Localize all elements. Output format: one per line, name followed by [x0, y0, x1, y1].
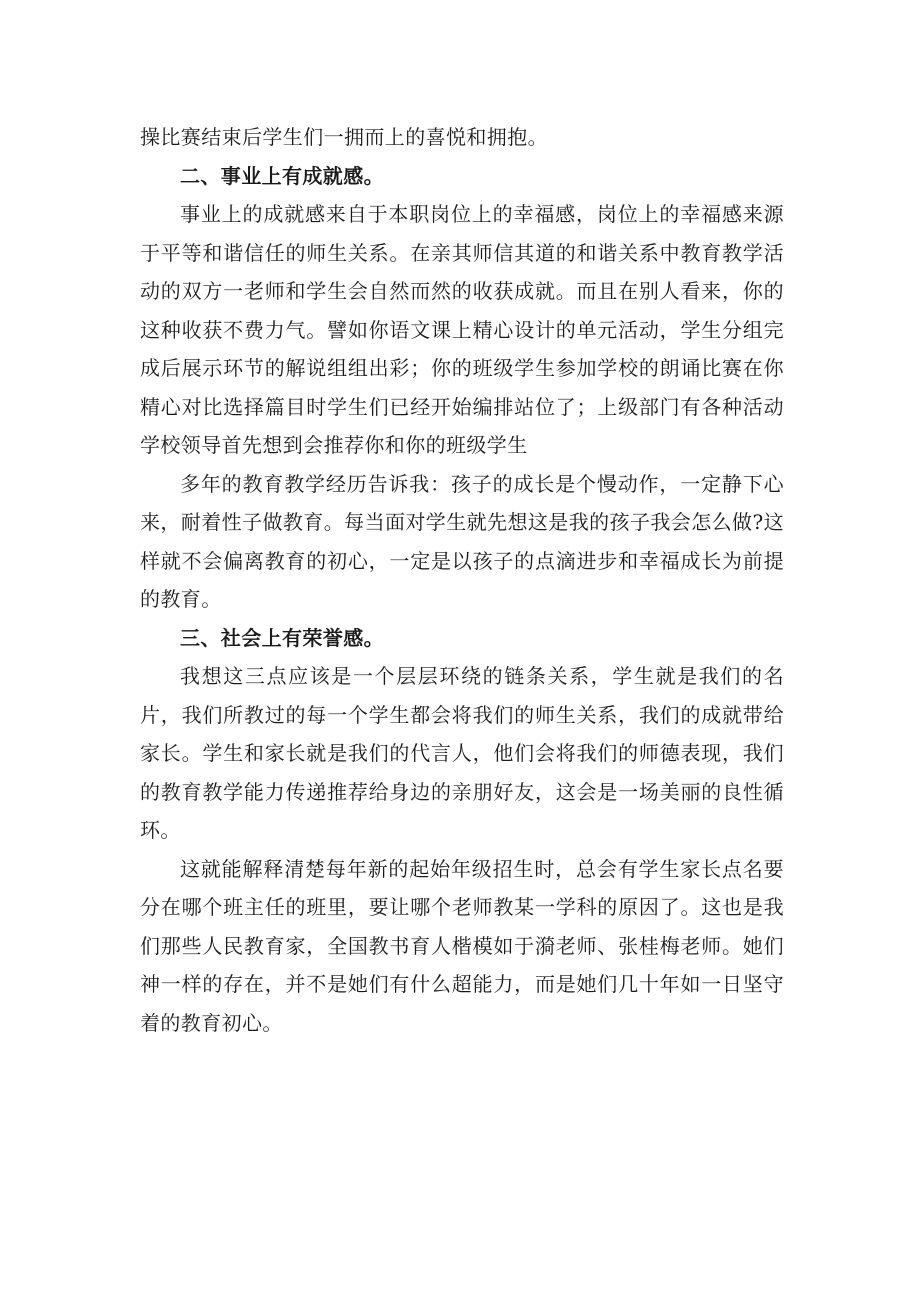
- section-heading-career: 二、事业上有成就感。: [180, 163, 384, 188]
- paragraph-chain-relationship: 我想这三点应该是一个层层环绕的链条关系，学生就是我们的名片，我们所教过的每一个学生都会将我们的师生关系，我们的成就带给家长。学生和家长就是我们的代言人，他们会将我们的师德表现，我们的教育教学能力传递推荐给身边的亲朋好友，这会是一场美丽的良性循环。: [140, 664, 784, 842]
- paragraph-career-achievement: 事业上的成就感来自于本职岗位上的幸福感，岗位上的幸福感来源于平等和谐信任的师生关系。在亲其师信其道的和谐关系中教育教学活动的双方一老师和学生会自然而然的收获成就。而且在别人看来，你的这种收获不费力气。譬如你语文课上精心设计的单元活动，学生分组完成后展示环节的解说组组出彩；你的班级学生参加学校的朗诵比赛在你精心对比选择篇目时学生们已经开始编排站位了；上级部门有各种活动学校领导首先想到会推荐你和你的班级学生: [140, 202, 784, 457]
- paragraph-continued: 操比赛结束后学生们一拥而上的喜悦和拥抱。: [140, 125, 548, 149]
- section-heading-social: 三、社会上有荣誉感。: [180, 625, 384, 650]
- document-page: [140, 118, 784, 1042]
- paragraph-teaching-experience: 多年的教育教学经历告诉我：孩子的成长是个慢动作，一定静下心来，耐着性子做教育。每当面对学生就先想这是我的孩子我会怎么做?这样就不会偏离教育的初心，一定是以孩子的点滴进步和幸福成长为前提的教育。: [140, 471, 784, 611]
- paragraph-enrollment-reason: 这就能解释清楚每年新的起始年级招生时，总会有学生家长点名要分在哪个班主任的班里，要让哪个老师教某一学科的原因了。这也是我们那些人民教育家，全国教书育人楷模如于漪老师、张桂梅老师。她们神一样的存在，并不是她们有什么超能力，而是她们几十年如一日坚守着的教育初心。: [140, 856, 784, 1035]
